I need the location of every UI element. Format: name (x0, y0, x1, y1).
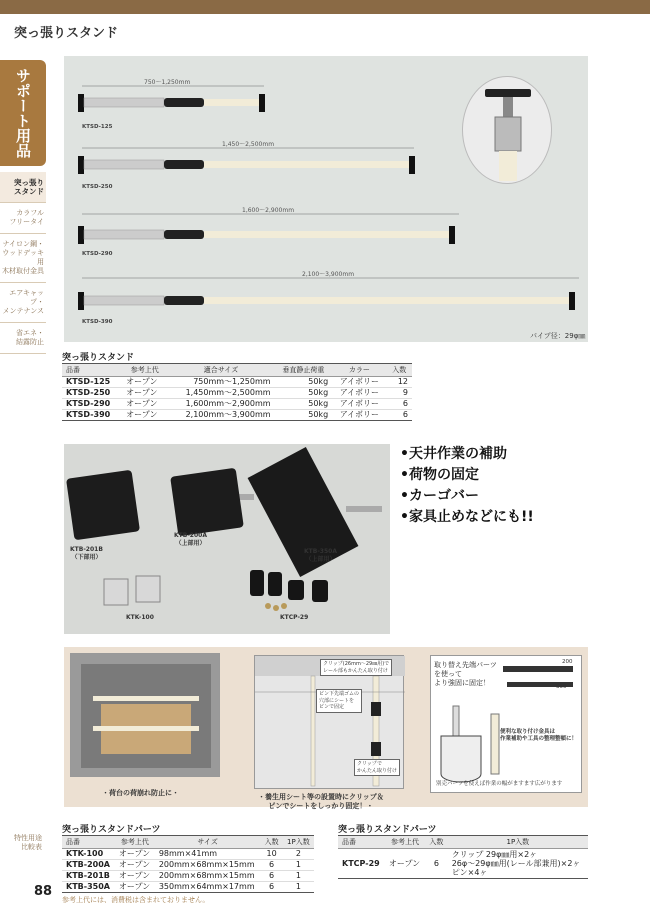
cell-color: アイボリー (332, 399, 386, 410)
cell-code: KTB-200A (62, 860, 115, 871)
pipe-diameter-label: パイプ径：29φ㎜ (530, 332, 586, 340)
dim-label-250: 1,450〜2,500mm (222, 141, 275, 148)
col-header: 1P入数 (283, 836, 314, 849)
product-photo-stands (64, 56, 588, 342)
cell-code: KTB-350A (62, 882, 115, 893)
col-header: 品番 (338, 836, 385, 849)
cell-price: オープン (115, 849, 155, 860)
label-ktcp-29: KTCP-29 (280, 614, 309, 621)
usage-examples-panel (64, 647, 588, 810)
rod-code-290: KTSD-290 (82, 251, 113, 257)
top-color-bar (0, 0, 650, 14)
caption-sheet: ・養生用シート等の設置時にクリップ＆ ピンでシートをしっかり固定！・ (258, 793, 384, 810)
cell-qty: 6 (387, 399, 412, 410)
cell-pack-qty: 1 (283, 871, 314, 882)
label-ktb-350a: KTB-350A （上部用） (304, 548, 337, 563)
cell-load: 50kg (275, 388, 333, 399)
table-row (62, 849, 314, 860)
feature-item: •天井作業の補助 (400, 446, 507, 462)
col-header: 参考上代 (385, 836, 425, 849)
cell-color: アイボリー (332, 377, 386, 388)
cell-qty: 12 (387, 377, 412, 388)
col-header: 適合サイズ (167, 364, 274, 377)
table-header-row (62, 364, 412, 377)
col-header: 品番 (62, 364, 122, 377)
pad-ktb-201b-icon (66, 470, 140, 541)
table-row (62, 882, 314, 893)
cell-size: 200mm×68mm×15mm (155, 871, 261, 882)
feature-list (400, 444, 600, 528)
rod-ktsd-290 (78, 214, 459, 244)
cell-price: オープン (115, 860, 155, 871)
cell-load: 50kg (275, 399, 333, 410)
col-header: 入数 (425, 836, 448, 849)
sidebar-nav (0, 172, 46, 354)
dim-label-125: 750〜1,250mm (144, 79, 191, 86)
table-row (62, 399, 412, 410)
cell-qty: 10 (260, 849, 282, 860)
cell-qty: 6 (260, 860, 282, 871)
cell-size: 350mm×64mm×17mm (155, 882, 261, 893)
cell-pack-qty: 1 (283, 882, 314, 893)
label-ktb-201b: KTB-201B （下部用） (70, 546, 103, 561)
cell-code: KTSD-390 (62, 410, 122, 421)
parts-table-heading-right: 突っ張りスタンドパーツ (338, 825, 437, 835)
cell-color: アイボリー (332, 388, 386, 399)
cargo-photo (70, 653, 220, 777)
cell-price: オープン (122, 388, 167, 399)
cell-price: オープン (115, 882, 155, 893)
cell-code: KTSD-250 (62, 388, 122, 399)
col-header: サイズ (155, 836, 261, 849)
cell-code: KTCP-29 (338, 849, 385, 879)
parts-spec-table (62, 835, 314, 893)
cell-pack-qty: 2 (283, 849, 314, 860)
table-row (62, 860, 314, 871)
sidebar-item-tsuppari-stand[interactable]: 突っ張り スタンド (0, 172, 46, 203)
pad-ktb-200a-icon (170, 468, 254, 537)
pad-detail-icon (463, 77, 552, 184)
cell-load: 50kg (275, 410, 333, 421)
parts-illustration (64, 444, 390, 634)
rod-ktsd-390 (78, 278, 579, 310)
cell-price: オープン (122, 410, 167, 421)
table-header-row (62, 836, 314, 849)
page-title: 突っ張りスタンド (14, 26, 119, 41)
cell-qty: 6 (260, 871, 282, 882)
parts-table-heading: 突っ張りスタンドパーツ (62, 825, 161, 835)
rod-ktsd-250 (78, 148, 415, 174)
col-header: カラー (332, 364, 386, 377)
dim-label-290: 1,600〜2,900mm (242, 207, 295, 214)
callout-replace-tip: 取り替え先端パーツ を使って より強固に固定！ (434, 661, 497, 687)
note-optional-parts: 別売パーツを使えば作業の幅がますます広がります (436, 781, 563, 787)
rod-code-250: KTSD-250 (82, 184, 113, 190)
clip-ktcp-29-icon (250, 570, 328, 611)
caption-cargo: ・荷台の荷崩れ防止に・ (102, 789, 179, 797)
note-fitting: 便利な取り付け金具は 作業補助や工具の整理整頓に！ (500, 729, 578, 742)
cell-price: オープン (385, 849, 425, 879)
table-row (62, 871, 314, 882)
label-ktb-200a: KTB-200A （上部用） (174, 532, 207, 547)
sidebar-item-energy-saving[interactable]: 省エネ・ 結露防止 (0, 323, 46, 354)
sidebar-category-tab[interactable] (0, 60, 46, 166)
col-header: 参考上代 (122, 364, 167, 377)
cell-code: KTK-100 (62, 849, 115, 860)
dim-350: 350 (556, 684, 567, 690)
sidebar-category-label: サポート用品 (14, 68, 32, 158)
table-row (62, 388, 412, 399)
product-photo-parts (64, 444, 390, 634)
cell-color: アイボリー (332, 410, 386, 421)
note-pin-sheet: ピン下先端ゴムの 穴部にシートを ピンで固定 (316, 689, 362, 713)
detail-zoom-circle (462, 76, 552, 184)
sidebar-item-comparison-table[interactable]: 特性用途 比較表 (14, 834, 42, 851)
cell-size: 98mm×41mm (155, 849, 261, 860)
cell-code: KTSD-290 (62, 399, 122, 410)
rod-code-125: KTSD-125 (82, 124, 113, 130)
cell-size: 1,600mm〜2,900mm (167, 399, 274, 410)
table-row (62, 377, 412, 388)
stand-spec-table (62, 363, 412, 421)
content-line: クリップ 29φ㎜用×2ヶ (451, 850, 538, 859)
van-cargo-illustration (71, 654, 221, 778)
cell-size: 200mm×68mm×15mm (155, 860, 261, 871)
cell-load: 50kg (275, 377, 333, 388)
cell-code: KTSD-125 (62, 377, 122, 388)
page-number: 88 (34, 884, 53, 899)
cell-contents (448, 849, 588, 879)
table-row (62, 410, 412, 421)
feature-item: •家具止めなどにも!! (400, 509, 534, 525)
cell-pack-qty: 1 (283, 860, 314, 871)
cell-price: オープン (122, 399, 167, 410)
col-header: 垂直静止荷重 (275, 364, 333, 377)
cell-qty: 6 (387, 410, 412, 421)
cell-size: 2,100mm〜3,900mm (167, 410, 274, 421)
cell-size: 1,450mm〜2,500mm (167, 388, 274, 399)
col-header: 入数 (387, 364, 412, 377)
table-header-row (338, 836, 588, 849)
cell-code: KTB-201B (62, 871, 115, 882)
label-ktk-100: KTK-100 (126, 614, 154, 621)
cell-qty: 6 (425, 849, 448, 879)
table-row (338, 849, 588, 879)
cell-size: 750mm〜1,250mm (167, 377, 274, 388)
rod-ktsd-125 (78, 86, 265, 112)
col-header: 1P入数 (448, 836, 588, 849)
content-line: ピン×4ヶ (451, 868, 488, 877)
feature-item: •カーゴバー (400, 488, 479, 504)
sidebar-item-wood-fittings[interactable]: ナイロン鋼・ ウッドデッキ用 木材取付金具 (0, 234, 46, 283)
rod-code-390: KTSD-390 (82, 319, 113, 325)
cell-qty: 6 (260, 882, 282, 893)
sidebar-item-air-cap[interactable]: エアキャップ・ メンテナンス (0, 283, 46, 323)
content-line: 26φ〜29φ㎜用(レール部兼用)×2ヶ (451, 859, 581, 868)
note-clip-easy: クリップで かんたん取り付け (354, 759, 400, 776)
feature-item: •荷物の固定 (400, 467, 479, 483)
note-clip-rail: クリップ(26mm〜29㎜用)で レール部もかんたん取り付け (320, 659, 392, 676)
dim-label-390: 2,100〜3,900mm (302, 271, 355, 278)
stand-table-heading: 突っ張りスタンド (62, 353, 135, 363)
cell-price: オープン (115, 871, 155, 882)
col-header: 入数 (260, 836, 282, 849)
hook-ktk-100-icon (104, 576, 160, 605)
price-footnote: 参考上代には、消費税は含まれておりません。 (62, 896, 210, 904)
col-header: 品番 (62, 836, 115, 849)
sidebar-item-colorful-free-tie[interactable]: カラフル フリータイ (0, 203, 46, 234)
cell-qty: 9 (387, 388, 412, 399)
col-header: 参考上代 (115, 836, 155, 849)
cell-price: オープン (122, 377, 167, 388)
dim-200: 200 (562, 659, 573, 665)
parts-spec-table-right (338, 835, 588, 879)
